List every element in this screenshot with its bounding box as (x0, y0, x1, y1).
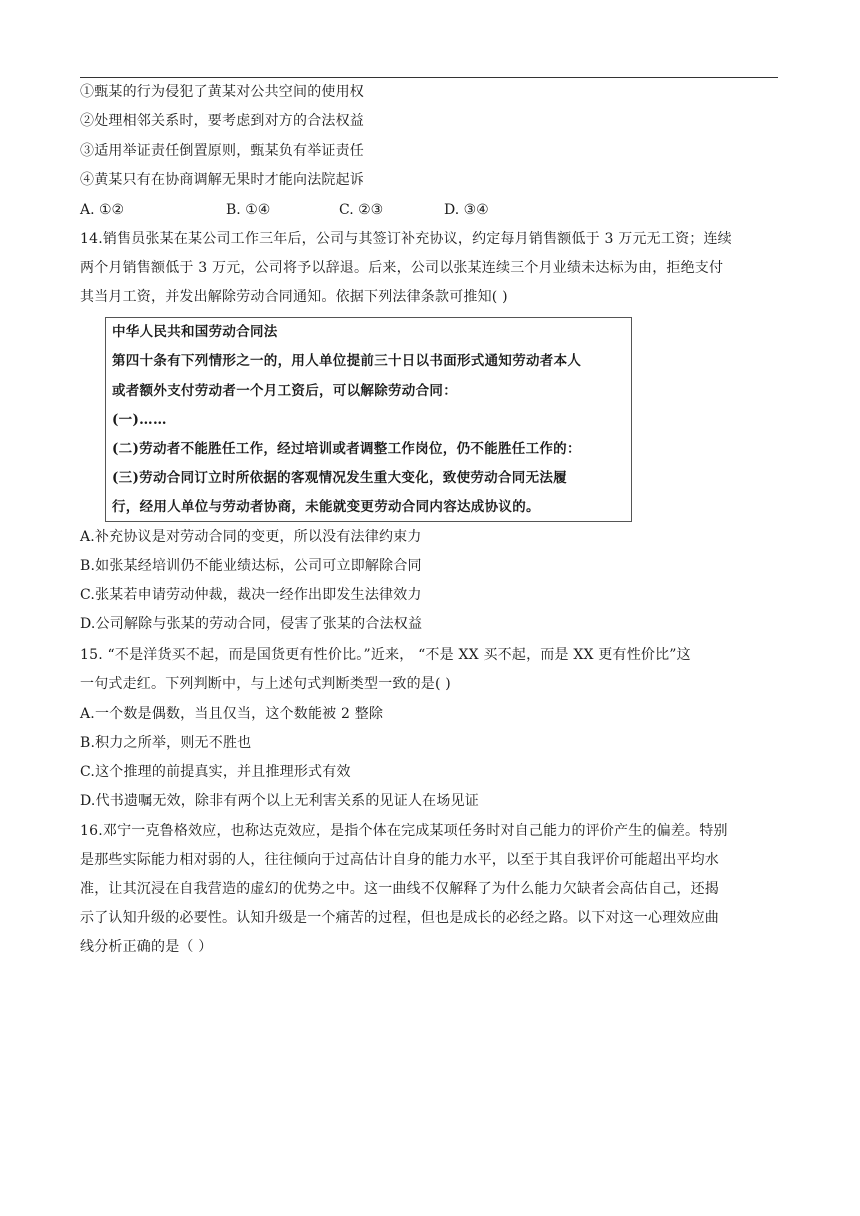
q15-option-d: D.代书遗嘱无效，除非有两个以上无利害关系的见证人在场见证 (80, 793, 479, 809)
law-item-3-line-1: (三)劳动合同订立时所依据的客观情况发生重大变化，致使劳动合同无法履 (112, 470, 567, 486)
q13-statement-1: ①甄某的行为侵犯了黄某对公共空间的使用权 (80, 84, 364, 100)
q15-stem-line-2: 一句式走红。下列判断中，与上述句式判断类型一致的是( ) (80, 676, 451, 692)
q15-option-b: B.积力之所举，则无不胜也 (80, 735, 252, 751)
q16-stem-line-4: 示了认知升级的必要性。认知升级是一个痛苦的过程，但也是成长的必经之路。以下对这一心理效应曲 (80, 910, 719, 926)
q14-option-d: D.公司解除与张某的劳动合同，侵害了张某的合法权益 (80, 616, 423, 632)
q15-option-c: C.这个推理的前提真实，并且推理形式有效 (80, 764, 351, 780)
header-rule (80, 77, 778, 78)
q15-option-a: A.一个数是偶数，当且仅当，这个数能被 2 整除 (80, 706, 384, 722)
q16-stem-line-2: 是那些实际能力相对弱的人，往往倾向于过高估计自身的能力水平，以至于其自我评价可能超出平均水 (80, 852, 719, 868)
law-clause-line-1: 第四十条有下列情形之一的，用人单位提前三十日以书面形式通知劳动者本人 (112, 353, 582, 369)
q13-option-a: A. ①② (80, 202, 125, 218)
q14-option-a: A.补充协议是对劳动合同的变更，所以没有法律约束力 (80, 529, 422, 545)
law-item-2: (二)劳动者不能胜任工作，经过培训或者调整工作岗位，仍不能胜任工作的： (112, 441, 581, 457)
q14-stem-line-3: 其当月工资，并发出解除劳动合同通知。依据下列法律条款可推知( ) (80, 289, 508, 305)
q13-statement-3: ③适用举证责任倒置原则，甄某负有举证责任 (80, 143, 364, 159)
law-excerpt-box (105, 317, 632, 522)
q14-stem-line-1: 14.销售员张某在某公司工作三年后，公司与其签订补充协议，约定每月销售额低于 3 万元无工资；连续 (80, 231, 732, 247)
q14-option-b: B.如张某经培训仍不能业绩达标，公司可立即解除合同 (80, 558, 422, 574)
law-item-3-line-2: 行，经用人单位与劳动者协商，未能就变更劳动合同内容达成协议的。 (112, 499, 540, 515)
q16-stem-line-1: 16.邓宁一克鲁格效应，也称达克效应，是指个体在完成某项任务时对自己能力的评价产生的偏差。特别 (80, 823, 728, 839)
law-clause-line-2: 或者额外支付劳动者一个月工资后，可以解除劳动合同： (112, 383, 457, 399)
q13-statement-2: ②处理相邻关系时，要考虑到对方的合法权益 (80, 113, 364, 129)
q14-option-c: C.张某若申请劳动仲裁，裁决一经作出即发生法律效力 (80, 587, 422, 603)
q15-stem-line-1: 15. “不是洋货买不起，而是国货更有性价比。”近来， “不是 XX 买不起，而是 XX 更有性价比”这 (80, 647, 691, 663)
law-title: 中华人民共和国劳动合同法 (112, 324, 278, 340)
q13-option-c: C. ②③ (339, 202, 384, 218)
q13-option-b: B. ①④ (226, 202, 271, 218)
q14-stem-line-2: 两个月销售额低于 3 万元，公司将予以辞退。后来，公司以张某连续三个月业绩未达标为由，拒绝支付 (80, 260, 724, 276)
q13-option-d: D. ③④ (444, 202, 489, 218)
q16-stem-line-3: 准，让其沉浸在自我营造的虚幻的优势之中。这一曲线不仅解释了为什么能力欠缺者会高估自己，还揭 (80, 881, 719, 897)
q13-statement-4: ④黄某只有在协商调解无果时才能向法院起诉 (80, 172, 364, 188)
law-item-1: (一)…… (112, 412, 167, 428)
q16-stem-line-5: 线分析正确的是（ ） (80, 939, 213, 955)
